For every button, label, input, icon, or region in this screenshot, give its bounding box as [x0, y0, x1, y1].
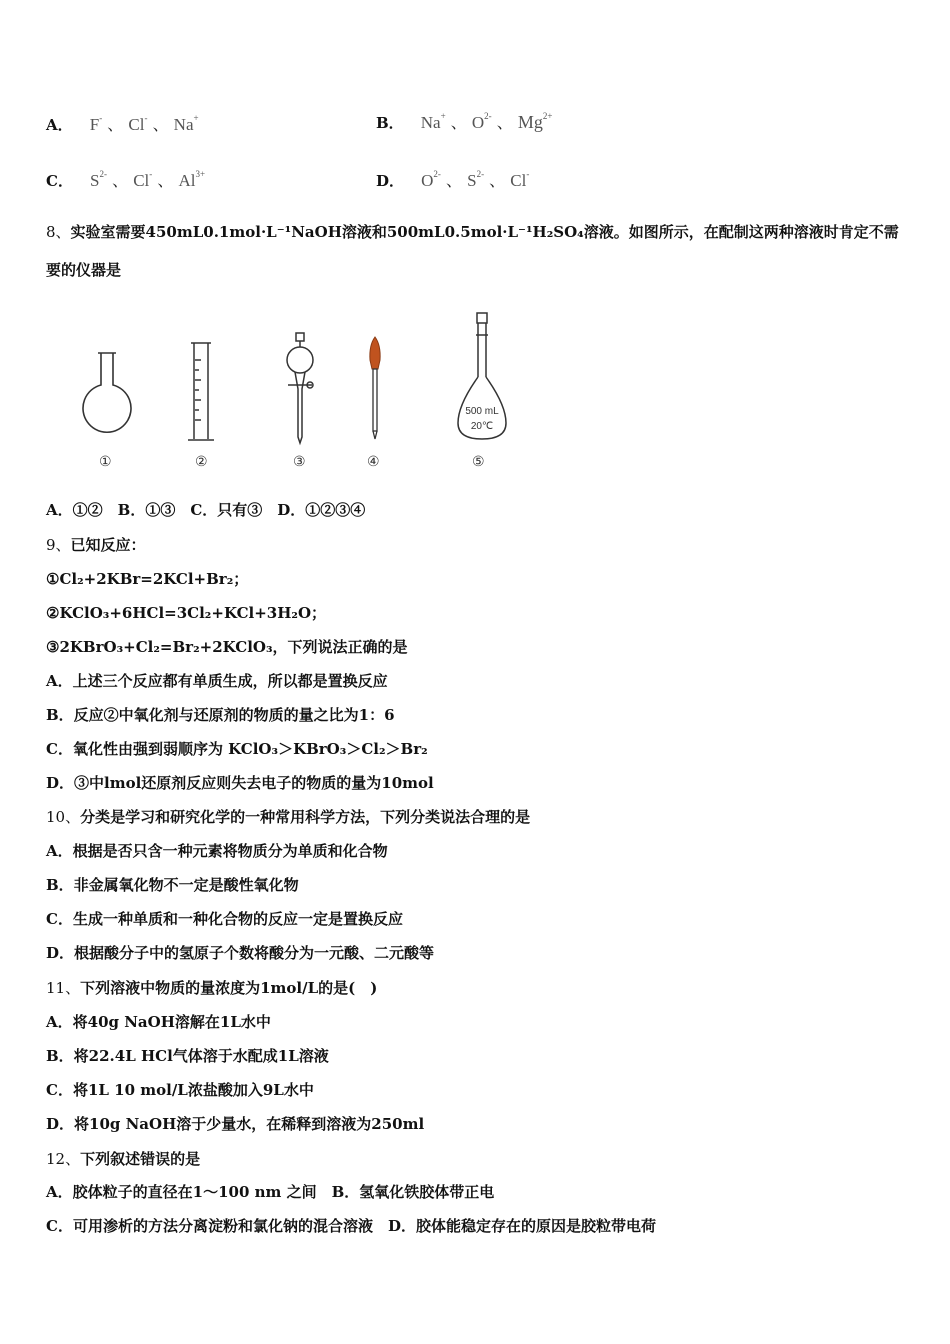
ion: $S^{2-}$: [467, 169, 485, 190]
figure-label-5: ⑤: [472, 454, 485, 470]
q7-option-b: B． Na+ 、 $O^{2-}$ 、 $Mg^{2+}$: [376, 111, 553, 132]
graduated-cylinder-icon: [188, 343, 214, 440]
figure-label-1: ①: [99, 454, 112, 470]
q9-stem: 9、已知反应：: [46, 536, 146, 554]
q11-option-b: B．将22.4L HCl气体溶于水配成1L溶液: [46, 1047, 329, 1065]
ion: Cl-: [510, 169, 530, 190]
q9-option-b: B．反应②中氧化剂与还原剂的物质的量之比为1：6: [46, 706, 395, 724]
q9-reaction-3: ③2KBrO₃+Cl₂=Br₂+2KClO₃，下列说法正确的是: [46, 638, 408, 656]
q9-option-c: C．氧化性由强到弱顺序为 KClO₃＞KBrO₃＞Cl₂＞Br₂: [46, 740, 428, 758]
q9-option-d: D．③中lmol还原剂反应则失去电子的物质的量为10mol: [46, 774, 434, 792]
ion: $S^{2-}$: [90, 169, 108, 190]
figure-label-4: ④: [367, 454, 380, 470]
q12-options-ab: A．胶体粒子的直径在1～100 nm 之间 B．氢氧化铁胶体带正电: [46, 1183, 495, 1201]
ion: $Al^{3+}$: [178, 169, 206, 190]
q7-option-c: C． $S^{2-}$ 、 Cl- 、 $Al^{3+}$: [46, 169, 206, 190]
ion: $O^{2-}$: [471, 111, 492, 132]
q8-stem-line1: 8、实验室需要450mL0.1mol·L⁻¹NaOH溶液和500mL0.5mol·L⁻¹H₂SO₄溶液。如图所示，在配制这两种溶液时肯定不需: [46, 223, 899, 241]
q7-option-a: A． F- 、 Cl- 、 Na+: [46, 113, 199, 134]
q9-option-a: A．上述三个反应都有单质生成，所以都是置换反应: [46, 672, 388, 690]
ion: $Mg^{2+}$: [517, 111, 553, 132]
q12-options-cd: C．可用渗析的方法分离淀粉和氯化钠的混合溶液 D．胶体能稳定存在的原因是胶粒带电荷: [46, 1217, 656, 1235]
ion: $O^{2-}$: [421, 169, 441, 190]
option-label: A．: [46, 116, 73, 134]
option-label: D．: [376, 172, 405, 190]
q9-reaction-2: ②KClO₃+6HCl=3Cl₂+KCl+3H₂O；: [46, 604, 327, 622]
figure-label-2: ②: [195, 454, 208, 470]
q10-option-b: B．非金属氧化物不一定是酸性氧化物: [46, 876, 299, 894]
ion: Na+: [173, 113, 199, 134]
option-label: B．: [376, 114, 404, 132]
q11-stem: 11、下列溶液中物质的量浓度为1mol/L的是( ): [46, 979, 378, 997]
q9-reaction-1: ①Cl₂+2KBr=2KCl+Br₂；: [46, 570, 249, 588]
q10-stem: 10、分类是学习和研究化学的一种常用科学方法，下列分类说法合理的是: [46, 808, 531, 826]
flask-temperature-label: 20℃: [470, 421, 494, 432]
round-bottom-flask-icon: [83, 353, 131, 432]
q10-option-c: C．生成一种单质和一种化合物的反应一定是置换反应: [46, 910, 403, 928]
q8-options: A．①② B．①③ C．只有③ D．①②③④: [46, 501, 366, 519]
separatory-funnel-icon: [287, 333, 313, 443]
flask-capacity-label: 500 mL: [465, 406, 499, 417]
q11-option-d: D．将10g NaOH溶于少量水，在稀释到溶液为250ml: [46, 1115, 425, 1133]
figure-label-3: ③: [293, 454, 306, 470]
q11-option-a: A．将40g NaOH溶解在1L水中: [46, 1013, 271, 1031]
q11-option-c: C．将1L 10 mol/L浓盐酸加入9L水中: [46, 1081, 314, 1099]
dropper-icon: [370, 337, 380, 439]
q10-option-d: D．根据酸分子中的氢原子个数将酸分为一元酸、二元酸等: [46, 944, 435, 962]
q8-stem-line2: 要的仪器是: [46, 261, 122, 279]
q10-option-a: A．根据是否只含一种元素将物质分为单质和化合物: [46, 842, 388, 860]
ion: Na+: [420, 111, 446, 132]
ion: Cl-: [133, 169, 153, 190]
ion: Cl-: [128, 113, 148, 134]
q12-stem: 12、下列叙述错误的是: [46, 1150, 201, 1168]
option-label: C．: [46, 172, 73, 190]
ion: F-: [89, 113, 103, 134]
q7-option-d: D． $O^{2-}$ 、 $S^{2-}$ 、 Cl-: [376, 169, 530, 190]
